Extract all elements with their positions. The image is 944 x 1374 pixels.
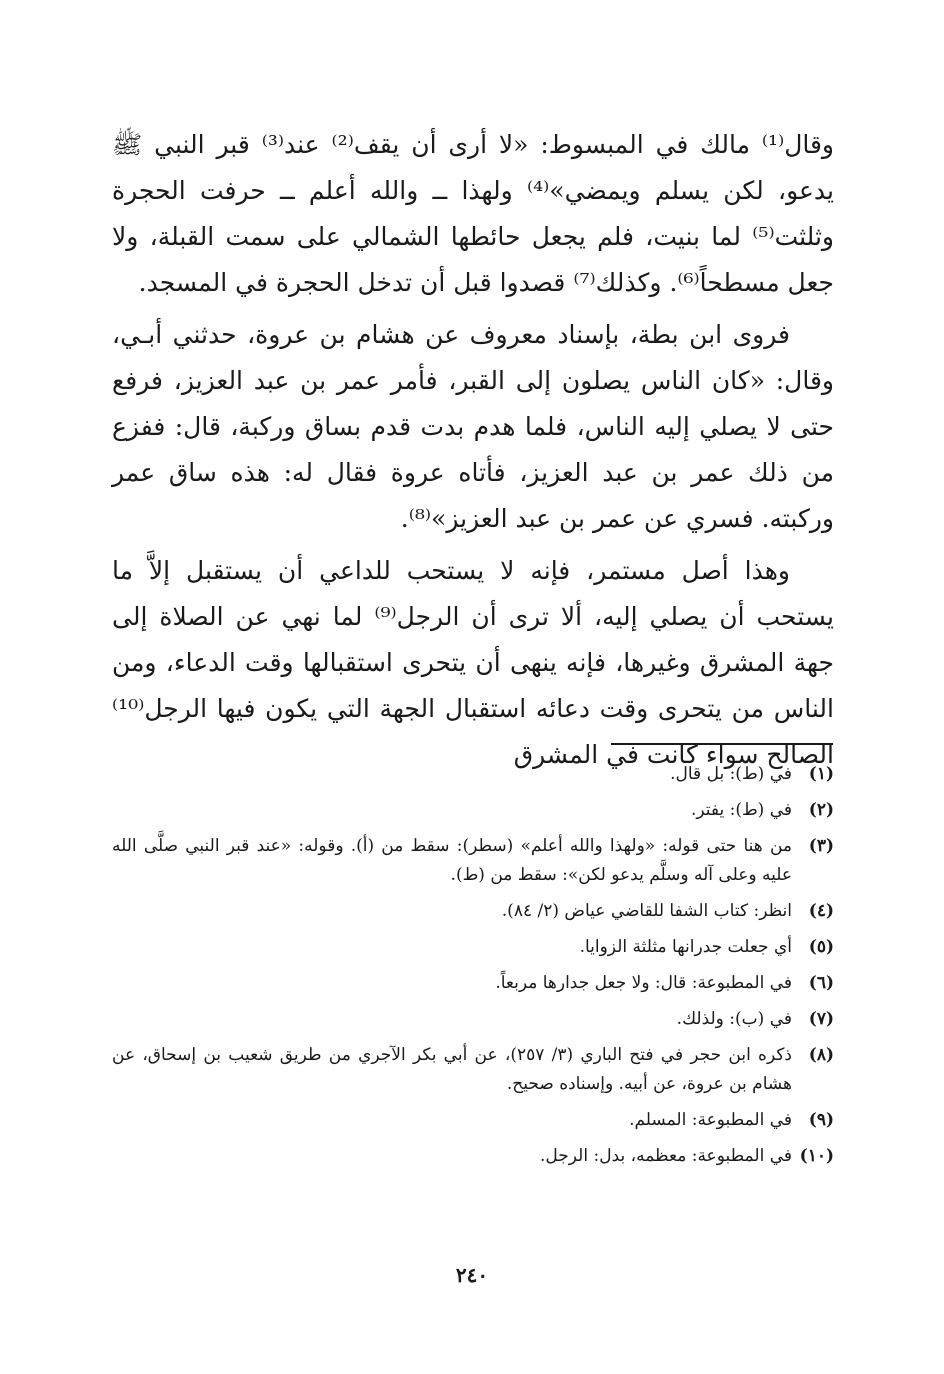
footnote-3 — [112, 832, 834, 890]
footnote-text: ذكره ابن حجر في فتح الباري (٣/ ٢٥٧)، عن أبي بكر الآجري من طريق شعيب بن إسحاق، عن هشام بن عروة، عن أبيه. وإسناده صحيح. — [112, 1045, 792, 1094]
paragraph-3: وهذا أصل مستمر، فإنه لا يستحب للداعي أن يستقبل إلاَّ ما يستحب أن يصلي إليه، ألا ترى أن الرجل⁽⁹⁾ لما نهي عن الصلاة إلى جهة المشرق وغيرها، فإنه ينهى أن يتحرى استقبالها وقت الدعاء، ومن الناس من يتحرى وقت دعائه استقبال الجهة التي يكون فيها الرجل⁽¹⁰⁾ الصالح سواء كانت في المشرق — [112, 556, 834, 769]
footnote-number: (٨) — [808, 1045, 834, 1065]
footnote-text: في (ب): ولذلك. — [676, 1009, 792, 1029]
footnote-text: في المطبوعة: المسلم. — [629, 1110, 792, 1130]
footnote-number: (١) — [808, 764, 834, 784]
footnote-number: (٧) — [808, 1009, 834, 1029]
footnote-text: من هنا حتى قوله: «ولهذا والله أعلم» (سطر): سقط من (أ). وقوله: «عند قبر النبي صلَّى الله عليه وعلى آله وسلَّم يدعو لكن»: سقط من (ط). — [112, 836, 792, 885]
footnote-text: في المطبوعة: قال: ولا جعل جدارها مربعاً. — [495, 973, 792, 993]
footnote-5 — [112, 933, 834, 962]
footnote-number: (٤) — [808, 901, 834, 921]
footnote-text: في (ط): يفتر. — [690, 800, 792, 820]
footnote-text: في المطبوعة: معظمه، بدل: الرجل. — [540, 1146, 792, 1166]
footnote-number: (٣) — [808, 836, 834, 856]
footnote-6 — [112, 969, 834, 998]
footnote-9 — [112, 1106, 834, 1135]
footnote-text: أي جعلت جدرانها مثلثة الزوايا. — [579, 937, 792, 957]
paragraph-1: وقال⁽¹⁾ مالك في المبسوط: «لا أرى أن يقف⁽²⁾ عند⁽³⁾ قبر النبي ﷺ يدعو، لكن يسلم ويمضي»⁽⁴⁾ ولهذا ــ والله أعلم ــ حرفت الحجرة وثلثت⁽⁵⁾ لما بنيت، فلم يجعل حائطها الشمالي على سمت القبلة، ولا جعل مسطحاً⁽⁶⁾. وكذلك⁽⁷⁾ قصدوا قبل أن تدخل الحجرة في المسجد. — [112, 130, 835, 297]
footnote-text: انظر: كتاب الشفا للقاضي عياض (٢/ ٨٤). — [501, 901, 792, 921]
footnote-separator — [611, 743, 833, 745]
footnote-8 — [112, 1041, 834, 1099]
footnote-number: (٩) — [808, 1110, 834, 1130]
paragraph-2: فروى ابن بطة، بإسناد معروف عن هشام بن عروة، حدثني أبـي، وقال: «كان الناس يصلون إلى القبر، فأمر عمر بن عبد العزيز، فرفع حتى لا يصلي إليه الناس، فلما هدم بدت قدم بساق وركبة، قال: ففزع من ذلك عمر بن عبد العزيز، فأتاه عروة فقال له: هذه ساق عمر وركبته. فسري عن عمر بن عبد العزيز»⁽⁸⁾. — [112, 320, 834, 533]
footnote-7 — [112, 1005, 834, 1034]
footnote-4 — [112, 897, 834, 926]
footnote-text: في (ط): بل قال. — [670, 764, 792, 784]
footnote-number: (٢) — [808, 800, 834, 820]
footnotes — [112, 760, 834, 1178]
footnote-number: (١٠) — [799, 1146, 834, 1166]
footnote-2 — [112, 796, 834, 825]
footnote-number: (٦) — [808, 973, 834, 993]
footnote-number: (٥) — [808, 937, 834, 957]
footnote-10 — [112, 1142, 834, 1171]
main-text — [112, 122, 834, 784]
footnote-1 — [112, 760, 834, 789]
page-number: ٢٤٠ — [455, 1263, 489, 1287]
